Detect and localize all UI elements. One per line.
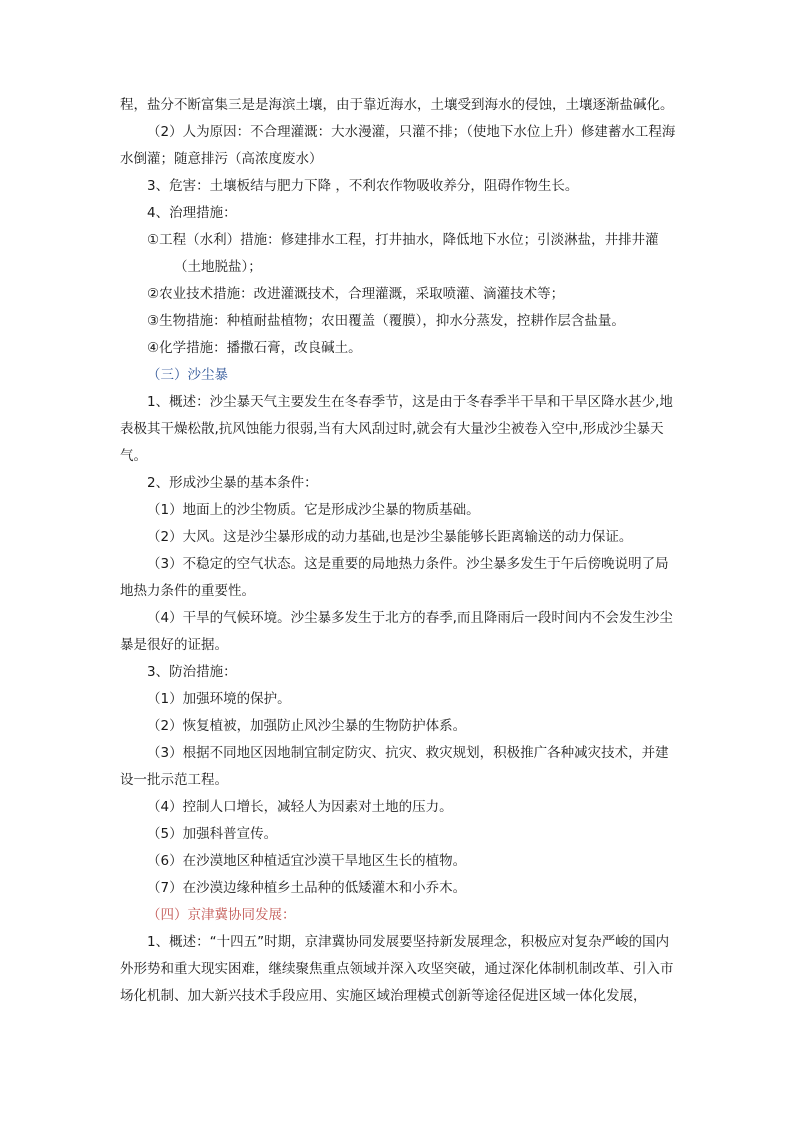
list-item: （5）加强科普宣传。 (147, 826, 278, 842)
paragraph: 1、概述：“十四五”时期，京津冀协同发展要坚持新发展理念，积极应对复杂严峻的国内外形势和重大现实困难，继续聚焦重点领域并深入攻坚突破，通过深化体制机制改革、引入市场化机制、加大新兴技术手段应用、实施区域治理模式创新等途径促进区域一体化发展， (120, 934, 674, 1004)
list-item: （1）地面上的沙尘物质。它是形成沙尘暴的物质基础。 (147, 502, 480, 518)
paragraph: 程，盐分不断富集三是是海滨土壤，由于靠近海水，土壤受到海水的侵蚀，土壤逐渐盐碱化。 (120, 97, 674, 113)
list-item: （1）加强环境的保护。 (147, 691, 291, 707)
list-item: （4）控制人口增长，减轻人为因素对土地的压力。 (147, 799, 453, 815)
list-item: ③生物措施：种植耐盐植物；农田覆盖（覆膜），抑水分蒸发，控耕作层含盐量。 (147, 313, 625, 329)
section-heading: （四）京津冀协同发展： (147, 907, 296, 923)
paragraph: 4、治理措施： (147, 205, 237, 221)
paragraph: 1、概述：沙尘暴天气主要发生在冬春季节，这是由于冬春季半干旱和干旱区降水甚少,地表极其干燥松散,抗风蚀能力很弱,当有大风刮过时,就会有大量沙尘被卷入空中,形成沙尘暴天气。 (120, 394, 673, 464)
list-item: ④化学措施：播撒石膏，改良碱土。 (147, 340, 362, 356)
document-body (120, 92, 680, 1010)
paragraph: 2、形成沙尘暴的基本条件： (147, 475, 318, 491)
paragraph: 3、危害：土壤板结与肥力下降 ，不利农作物吸收养分，阻碍作物生长。 (147, 178, 579, 194)
list-item: （7）在沙漠边缘种植乡土品种的低矮灌木和小乔木。 (147, 880, 467, 896)
list-item: （6）在沙漠地区种植适宜沙漠干旱地区生长的植物。 (147, 853, 467, 869)
list-item: ②农业技术措施：改进灌溉技术，合理灌溉，采取喷灌、滴灌技术等； (147, 286, 565, 302)
list-item: （3）根据不同地区因地制宜制定防灾、抗灾、救灾规划，积极推广各种减灾技术，并建设一批示范工程。 (120, 745, 669, 788)
list-item: ①工程（水利）措施：修建排水工程，打井抽水，降低地下水位；引淡淋盐，井排井灌（土地脱盐）； (147, 232, 659, 275)
paragraph: （2）人为原因：不合理灌溉：大水漫灌，只灌不排；（使地下水位上升）修建蓄水工程海水倒灌；随意排污（高浓度废水） (120, 124, 676, 167)
list-item: （2）恢复植被，加强防止风沙尘暴的生物防护体系。 (147, 718, 467, 734)
list-item: （4）干旱的气候环境。沙尘暴多发生于北方的春季,而且降雨后一段时间内不会发生沙尘暴是很好的证据。 (120, 610, 673, 653)
section-heading: （三）沙尘暴 (147, 367, 228, 383)
paragraph: 3、防治措施： (147, 664, 237, 680)
list-item: （2）大风。这是沙尘暴形成的动力基础,也是沙尘暴能够长距离输送的动力保证。 (147, 529, 633, 545)
list-item: （3）不稳定的空气状态。这是重要的局地热力条件。沙尘暴多发生于午后傍晚说明了局地热力条件的重要性。 (120, 556, 669, 599)
